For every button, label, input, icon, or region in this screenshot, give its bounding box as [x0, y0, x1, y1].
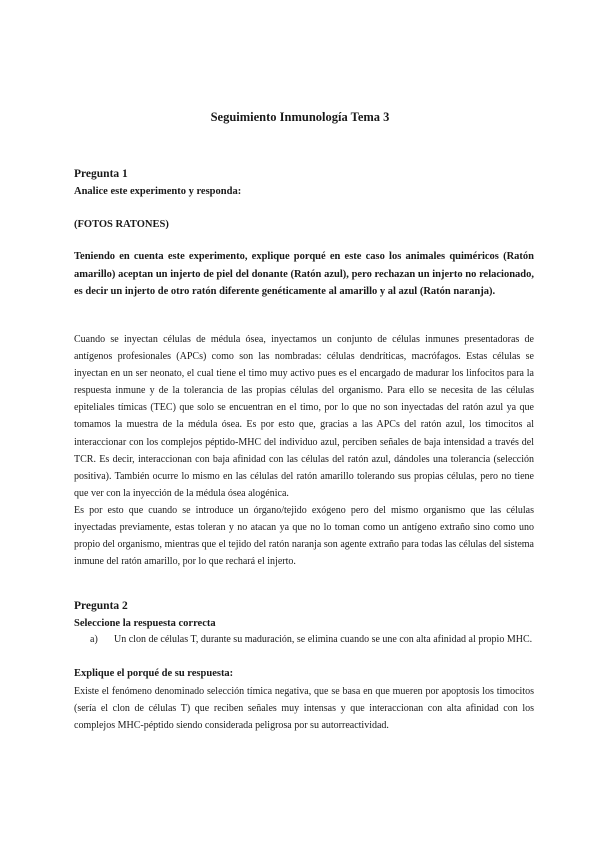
question-2-answer: Existe el fenómeno denominado selección tímica negativa, que se basa en que mueren por apoptosis los timocitos (sería el clon de células T) que reciben señales muy intensas y que interaccionan con alta afinidad con los complejos MHC-péptido siendo considerada peligrosa por su autorreactividad. — [74, 686, 534, 732]
question-2-instruction: Seleccione la respuesta correcta — [74, 618, 216, 629]
option-text: Un clon de células T, durante su maduración, se elimina cuando se une con alta afinidad al propio MHC. — [114, 634, 533, 645]
question-2-heading: Pregunta 2 — [74, 600, 128, 612]
question-1-instruction: Analice este experimento y responda: — [74, 186, 242, 197]
document-title: Seguimiento Inmunología Tema 3 — [210, 110, 390, 124]
question-1-header — [74, 166, 534, 200]
answer-paragraph-1: Cuando se inyectan células de médula ósea, inyectamos un conjunto de células inmunes presentadoras de antígenos profesionales (APCs) como son las nombradas: células dendríticas, macrófagos. Estas células se inyectan en un ser neonato, el cual tiene el timo muy activo pues es el encargado de madurar los linfocitos para la respuesta inmune y de la tolerancia de las propias células del organismo. Para ello se necesita de las células epiteliales tímicas (TEC) que solo se encuentran en el timo, por lo que no son inyectadas del ratón azul ya que tomamos la muestra de la médula ósea. Es por esto que, gracias a las APCs del ratón azul, los timocitos al interaccionar con los complejos péptido-MHC del individuo azul, perciben señales de baja intensidad a través del TCR. Es decir, interaccionan con baja afinidad con las células del ratón azul, dándoles una tolerancia (selección positiva). También ocurre lo mismo en las células del ratón amarillo tolerando sus propias células, pero no tiene que ver con la inyección de la médula ósea alogénica. — [74, 334, 534, 499]
question-1-heading: Pregunta 1 — [74, 168, 128, 180]
question-1-answer — [74, 331, 534, 570]
option-marker: a) — [90, 634, 98, 645]
photos-placeholder: (FOTOS RATONES) — [74, 219, 169, 230]
question-2-header — [74, 598, 534, 632]
question-1-text: Teniendo en cuenta este experimento, explique porqué en este caso los animales quiméricos (Ratón amarillo) aceptan un injerto de piel del donante (Ratón azul), pero rechazan un injerto no relacionado, es decir un injerto de otro ratón diferente genéticamente al amarillo y al azul (Ratón naranja). — [74, 251, 534, 297]
answer-paragraph-2: Es por esto que cuando se introduce un órgano/tejido exógeno pero del mismo organismo que las células inyectadas previamente, estas toleran y no atacan ya que no lo toman como un antígeno extraño sino como uno propio del organismo, mientras que el tejido del ratón naranja son agente extraño para todas las células del sistema inmune del ratón amarillo, por lo que rechará el injerto. — [74, 504, 534, 568]
answer-option-a — [74, 631, 534, 648]
explain-heading: Explique el porqué de su respuesta: — [74, 668, 234, 679]
